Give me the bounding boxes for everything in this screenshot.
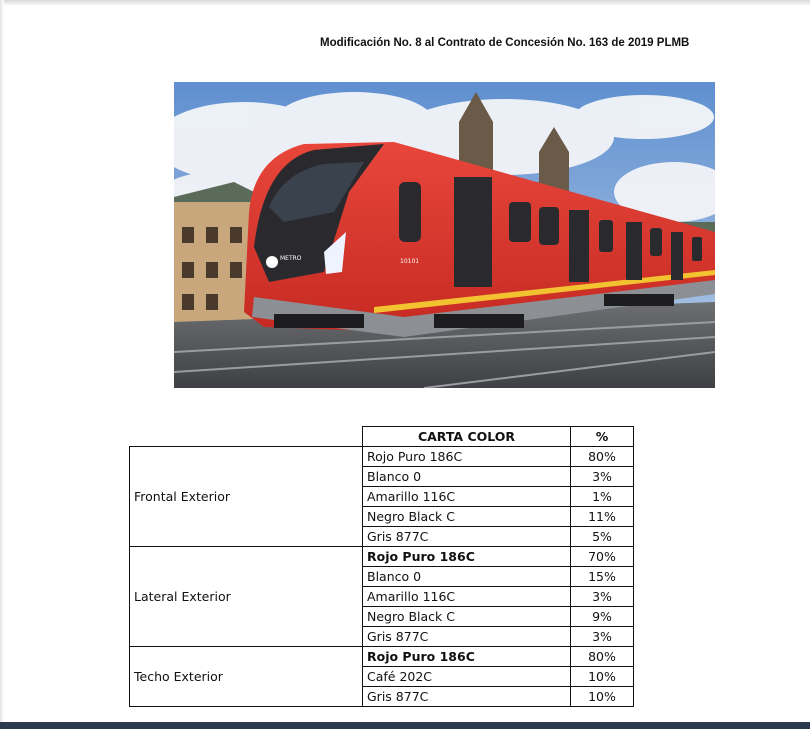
- color-percent: 1%: [571, 487, 634, 507]
- header-color: CARTA COLOR: [363, 427, 571, 447]
- table-row: [130, 647, 634, 667]
- blank-header-cell: [130, 427, 363, 447]
- footer-bar: [0, 722, 810, 729]
- train-photo: [174, 82, 715, 388]
- section-techo-exterior: Techo Exterior: [130, 647, 363, 707]
- table-row: [130, 447, 634, 467]
- colonial-building: [174, 202, 256, 322]
- color-percent: 80%: [571, 647, 634, 667]
- table-header-row: [130, 427, 634, 447]
- color-name: Negro Black C: [363, 507, 571, 527]
- color-name: Rojo Puro 186C: [363, 547, 571, 567]
- color-percent: 3%: [571, 467, 634, 487]
- color-percent: 11%: [571, 507, 634, 527]
- section-lateral-exterior: Lateral Exterior: [130, 547, 363, 647]
- train-unit-number: 10101: [400, 258, 420, 265]
- color-percent: 15%: [571, 567, 634, 587]
- page-left-shadow: [0, 0, 4, 729]
- document-title: Modificación No. 8 al Contrato de Concesión No. 163 de 2019 PLMB: [320, 37, 690, 49]
- color-name: Café 202C: [363, 667, 571, 687]
- color-percent: 80%: [571, 447, 634, 467]
- color-percent: 70%: [571, 547, 634, 567]
- table-row: [130, 547, 634, 567]
- color-name: Amarillo 116C: [363, 587, 571, 607]
- color-name: Gris 877C: [363, 687, 571, 707]
- color-percent: 9%: [571, 607, 634, 627]
- color-name: Rojo Puro 186C: [363, 647, 571, 667]
- train-illustration: [174, 82, 715, 388]
- color-percent: 3%: [571, 627, 634, 647]
- header-percent: %: [571, 427, 634, 447]
- color-percent: 10%: [571, 687, 634, 707]
- color-name: Negro Black C: [363, 607, 571, 627]
- color-name: Blanco 0: [363, 567, 571, 587]
- page-top-shadow: [0, 0, 810, 6]
- color-name: Rojo Puro 186C: [363, 447, 571, 467]
- color-name: Blanco 0: [363, 467, 571, 487]
- color-percent: 3%: [571, 587, 634, 607]
- section-frontal-exterior: Frontal Exterior: [130, 447, 363, 547]
- train-brand-label: METRO: [280, 255, 302, 262]
- color-percent: 5%: [571, 527, 634, 547]
- color-name: Amarillo 116C: [363, 487, 571, 507]
- color-percent: 10%: [571, 667, 634, 687]
- color-name: Gris 877C: [363, 627, 571, 647]
- color-name: Gris 877C: [363, 527, 571, 547]
- color-chart-table: [129, 426, 634, 707]
